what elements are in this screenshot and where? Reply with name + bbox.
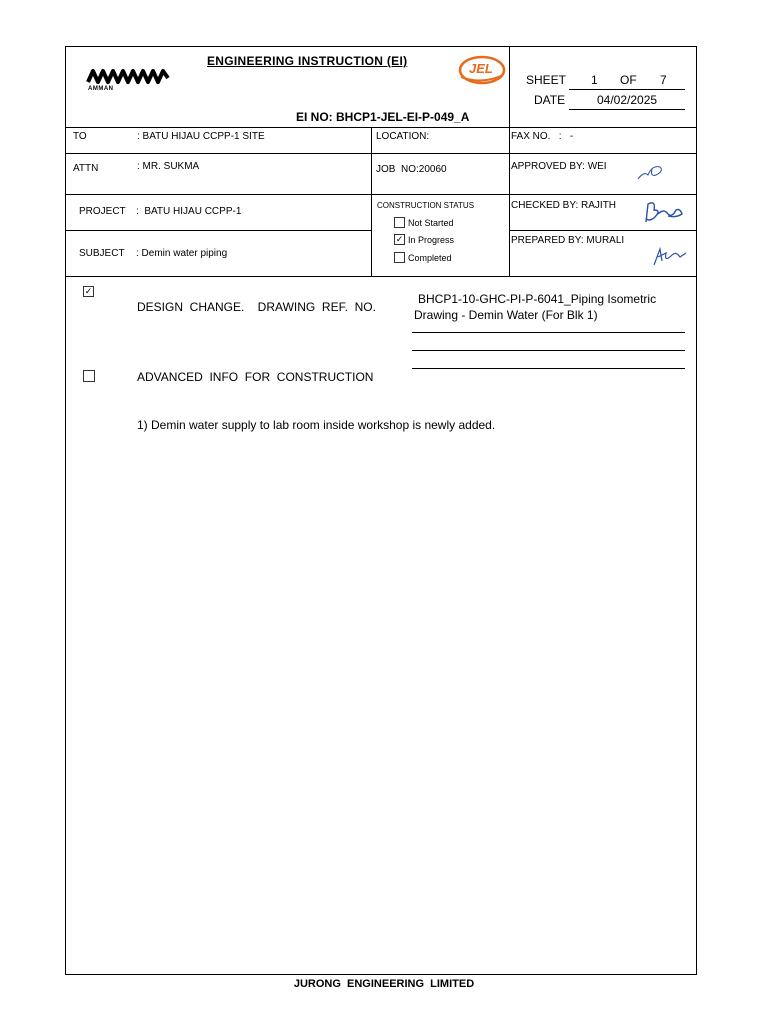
checkmark-icon: ✓ bbox=[395, 234, 404, 244]
document-frame bbox=[65, 46, 697, 975]
design-change-label: DESIGN CHANGE. DRAWING REF. NO. bbox=[137, 300, 376, 314]
sheet-total: 7 bbox=[660, 73, 667, 87]
to-label: TO bbox=[73, 131, 87, 142]
info-bottom-line bbox=[65, 276, 697, 277]
row-line-3-left bbox=[65, 230, 371, 231]
advanced-info-checkbox[interactable] bbox=[83, 370, 95, 382]
row-line-1 bbox=[65, 153, 697, 154]
info-mid-divider bbox=[371, 127, 372, 276]
drawing-ref-rule-2 bbox=[412, 350, 685, 351]
prepared-by: PREPARED BY: MURALI bbox=[511, 235, 625, 246]
attn-value: : MR. SUKMA bbox=[137, 161, 200, 172]
checked-by: CHECKED BY: RAJITH bbox=[511, 200, 617, 211]
date-value: 04/02/2025 bbox=[597, 93, 658, 107]
row-line-2 bbox=[65, 194, 697, 195]
approved-signature-mark bbox=[636, 161, 666, 183]
sheet-of-label: OF bbox=[620, 73, 637, 87]
approved-by: APPROVED BY: WEI bbox=[511, 161, 607, 172]
construction-status-label: CONSTRUCTION STATUS bbox=[377, 201, 475, 210]
status-not-started-label: Not Started bbox=[408, 218, 454, 228]
status-not-started-checkbox[interactable] bbox=[394, 217, 405, 228]
client-logo bbox=[86, 66, 172, 93]
ei-number-value: BHCP1-JEL-EI-P-049_A bbox=[336, 110, 470, 124]
approved-signature bbox=[636, 161, 666, 188]
job-number: JOB NO:20060 bbox=[376, 164, 447, 175]
client-logo-text: AMMAN bbox=[88, 86, 114, 92]
fax-label: FAX NO. : - bbox=[511, 131, 574, 142]
client-logo-mark bbox=[86, 66, 172, 88]
header-bottom-line bbox=[65, 127, 697, 128]
date-label: DATE bbox=[534, 93, 566, 107]
jel-logo-text: JEL bbox=[469, 61, 493, 76]
attn-label: ATTN bbox=[73, 163, 99, 174]
sheet-label: SHEET bbox=[526, 73, 567, 87]
drawing-ref-line-2: Drawing - Demin Water (For Blk 1) bbox=[414, 308, 598, 322]
status-in-progress-checkbox[interactable] bbox=[394, 234, 405, 245]
project-value: : BATU HIJAU CCPP-1 bbox=[136, 206, 242, 217]
drawing-ref-line-1: BHCP1-10-GHC-PI-P-6041_Piping Isometric bbox=[418, 292, 657, 306]
checked-signature-mark bbox=[640, 198, 684, 226]
status-completed-label: Completed bbox=[408, 253, 452, 263]
jel-logo bbox=[458, 55, 506, 90]
prepared-signature-mark bbox=[650, 243, 688, 269]
sheet-number: 1 bbox=[591, 73, 598, 87]
note-item-1: 1) Demin water supply to lab room inside workshop is newly added. bbox=[137, 418, 496, 432]
drawing-ref-rule-1 bbox=[412, 332, 685, 333]
header-right-divider bbox=[509, 46, 510, 276]
design-change-checkbox[interactable] bbox=[83, 286, 94, 297]
status-completed-checkbox[interactable] bbox=[394, 252, 405, 263]
subject-label: SUBJECT bbox=[79, 248, 125, 259]
ei-number-label: EI NO: bbox=[296, 110, 333, 124]
page-title: ENGINEERING INSTRUCTION (EI) bbox=[207, 54, 408, 68]
project-label: PROJECT bbox=[79, 206, 126, 217]
status-in-progress-label: In Progress bbox=[408, 235, 455, 245]
footer-company: JURONG ENGINEERING LIMITED bbox=[293, 978, 475, 990]
location-label: LOCATION: bbox=[376, 131, 430, 142]
subject-value: : Demin water piping bbox=[136, 248, 228, 259]
prepared-signature bbox=[650, 243, 688, 274]
advanced-info-label: ADVANCED INFO FOR CONSTRUCTION bbox=[137, 370, 374, 384]
checked-signature bbox=[640, 198, 684, 231]
ei-number bbox=[296, 110, 469, 124]
drawing-ref-rule-3 bbox=[412, 368, 685, 369]
checkmark-icon: ✓ bbox=[84, 286, 93, 296]
to-value: : BATU HIJAU CCPP-1 SITE bbox=[137, 131, 265, 142]
